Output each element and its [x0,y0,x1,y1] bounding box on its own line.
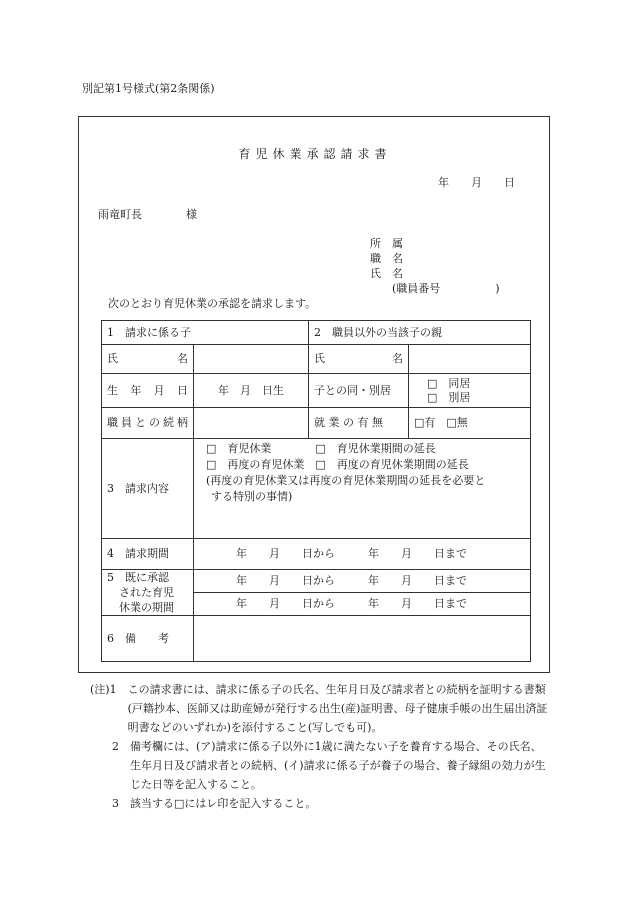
applicant-name-label: 氏 名 [370,267,403,280]
cohabitation-label: 子との同・別居 [309,374,409,408]
other-parent-section-header: 2 職員以外の当該子の親 [309,321,531,345]
note-text: 該当する□にはレ印を記入すること。 [130,797,317,810]
parent-name-label: 氏 名 [309,345,409,374]
position-label: 職 名 [370,252,403,265]
note-number: (注)1 [90,683,128,696]
form-reference: 別記第1号様式(第2条関係) [82,82,215,95]
date-line: 年 月 日 [438,176,515,189]
special-circumstances-label-2: する特別の事情) [211,490,293,503]
remarks-label: 6 備 考 [102,616,194,662]
table-row [102,539,531,570]
table-row [102,408,531,439]
dob-field[interactable]: 年 月 日生 [194,374,309,408]
content-option-line-1[interactable]: □ 育児休業 □ 育児休業期間の延長 [206,442,436,455]
child-name-label: 氏 名 [102,345,194,374]
employment-label: 就 業 の 有 無 [309,408,409,439]
request-content-label: 3 請求内容 [102,439,194,539]
employment-checkboxes[interactable]: □有 □無 [409,408,531,439]
table-row [102,616,531,662]
request-content-field [194,439,531,539]
note-item [90,737,550,794]
approved-period-label [102,570,194,616]
request-period-label: 4 請求期間 [102,539,194,570]
note-number: 3 [90,797,130,810]
request-table [101,320,531,662]
content-option-line-2[interactable]: □ 再度の育児休業 □ 再度の育児休業期間の延長 [206,458,469,471]
special-circumstances-label: (再度の育児休業又は再度の育児休業期間の延長を必要と [206,474,486,487]
table-row [102,374,531,408]
cohabitation-separate-checkbox[interactable]: □ 別居 [427,390,471,404]
relationship-label: 職員との続柄 [102,408,194,439]
child-name-field[interactable] [194,345,309,374]
remarks-field[interactable] [194,616,531,662]
note-text: この請求書には、請求に係る子の氏名、生年月日及び請求者との続柄を証明する書類(戸籍抄本、医師又は助産婦が発行する出生(産)証明書、母子健康手帳の出生届出済証明書などのいずれか)を添付すること(写しでも可)。 [127,683,548,734]
approved-period-label-line-1: 5 既に承認 [107,571,169,584]
cohabitation-together-checkbox[interactable]: □ 同居 [427,376,471,390]
notes-section [90,680,550,813]
staff-number-label: (職員番号 ) [392,282,500,295]
table-row [102,345,531,374]
note-item [90,680,550,737]
table-row [102,439,531,539]
parent-name-field[interactable] [409,345,531,374]
table-header-row [102,321,531,345]
note-number: 2 [90,740,130,753]
relationship-field[interactable] [194,408,309,439]
approved-period-label-line-2: された育児 [119,586,174,599]
approved-period-label-line-3: 休業の期間 [119,601,174,614]
approved-period-field-1[interactable]: 年 月 日から 年 月 日まで [194,570,531,593]
dob-label: 生 年 月 日 [102,374,194,408]
form-title: 育児休業承認請求書 [238,147,392,161]
note-text: 備考欄には、(ア)請求に係る子以外に1歳に満たない子を養育する場合、その氏名、生年月日及び請求者との続柄、(イ)請求に係る子が養子の場合、養子縁組の効力が生じた日等を記入すること。 [130,740,546,791]
addressee: 雨竜町長 様 [98,208,197,221]
approved-period-field-2[interactable]: 年 月 日から 年 月 日まで [194,593,531,616]
child-section-header: 1 請求に係る子 [102,321,309,345]
affiliation-label: 所 属 [370,237,403,250]
note-item [90,794,550,813]
request-period-field[interactable]: 年 月 日から 年 月 日まで [194,539,531,570]
table-row [102,570,531,593]
intro-text: 次のとおり育児休業の承認を請求します。 [108,297,317,310]
cohabitation-field [409,374,531,408]
